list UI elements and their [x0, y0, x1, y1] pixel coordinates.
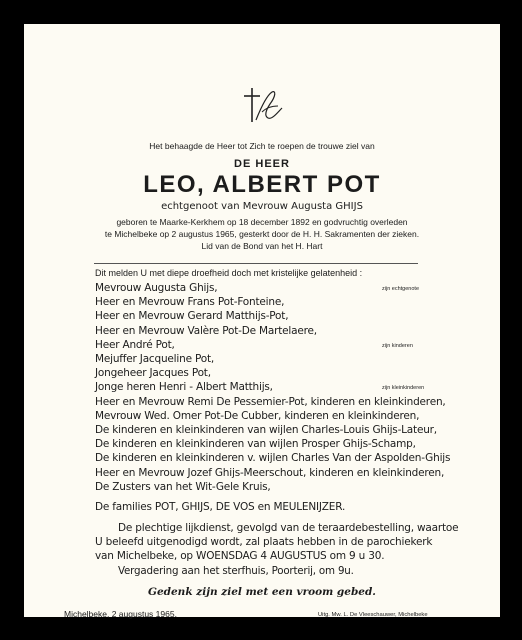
cross-monogram-icon — [240, 82, 286, 128]
place-date: Michelbeke, 2 augustus 1965. — [64, 609, 177, 619]
relative-line: Mevrouw Augusta Ghijs, — [95, 282, 218, 294]
deceased-name: LEO, ALBERT POT — [143, 171, 381, 198]
relative-line: Heer en Mevrouw Valère Pot-De Martelaere, — [95, 324, 317, 337]
announcement: Dit melden U met diepe droefheid doch met kristelijke gelatenheid : — [95, 268, 363, 278]
detail-line-3: Lid van de Bond van het H. Hart — [201, 241, 323, 251]
memorial-card — [24, 24, 500, 617]
relative-line: Mevrouw Wed. Omer Pot-De Cubber, kinderen en kleinkinderen, — [95, 409, 420, 422]
service-line-1: De plechtige lijkdienst, gevolgd van de teraardebestelling, waartoe — [118, 522, 459, 534]
relation-note: zijn kinderen — [382, 342, 413, 349]
printer-credit: Uitg. Mw. L. De Vleeschauwer, Michelbeke — [318, 612, 428, 618]
relative-line: Jonge heren Henri - Albert Matthijs, — [95, 381, 273, 394]
relative-line: Heer en Mevrouw Remi De Pessemier-Pot, kinderen en kleinkinderen, — [95, 395, 446, 408]
relation-note: zijn echtgenote — [382, 286, 419, 292]
relative-line: De kinderen en kleinkinderen v. wijlen Charles Van der Aspolden-Ghijs — [95, 452, 451, 465]
detail-line-1: geboren te Maarke-Kerkhem op 18 december 1892 en godvruchtig overleden — [116, 217, 408, 227]
relative-line: Mejuffer Jacqueline Pot, — [95, 353, 215, 365]
relative-line: Heer en Mevrouw Frans Pot-Fonteine, — [95, 296, 285, 309]
motto: Gedenk zijn ziel met een vroom gebed. — [148, 586, 376, 598]
relation-note: zijn kleinkinderen — [382, 385, 425, 392]
title-small: DE HEER — [234, 158, 290, 170]
service-line-2: U beleefd uitgenodigd wordt, zal plaats hebben in de parochiekerk — [95, 536, 433, 548]
relative-line: Heer André Pot, — [95, 338, 175, 351]
spouse-line: echtgenoot van Mevrouw Augusta GHIJS — [161, 201, 363, 212]
divider — [94, 263, 418, 264]
detail-line-2: te Michelbeke op 2 augustus 1965, gesterkt door de H. H. Sakramenten der zieken. — [104, 229, 420, 239]
relative-line: Jongeheer Jacques Pot, — [95, 367, 211, 380]
relative-line: De kinderen en kleinkinderen van wijlen Charles-Louis Ghijs-Lateur, — [95, 424, 437, 436]
gathering-line: Vergadering aan het sterfhuis, Poorterij, om 9u. — [118, 565, 354, 577]
service-line-3: van Michelbeke, op WOENSDAG 4 AUGUSTUS om 9 u 30. — [95, 550, 385, 562]
relative-line: De Zusters van het Wit-Gele Kruis, — [95, 480, 271, 493]
intro-text: Het behaagde de Heer tot Zich te roepen de trouwe ziel van — [149, 141, 375, 151]
relative-line: Heer en Mevrouw Jozef Ghijs-Meerschout, kinderen en kleinkinderen, — [95, 466, 445, 479]
relative-line: Heer en Mevrouw Gerard Matthijs-Pot, — [95, 310, 289, 323]
families-line: De families POT, GHIJS, DE VOS en MEULENIJZER. — [95, 501, 346, 513]
relative-line: De kinderen en kleinkinderen van wijlen Prosper Ghijs-Schamp, — [95, 438, 416, 451]
